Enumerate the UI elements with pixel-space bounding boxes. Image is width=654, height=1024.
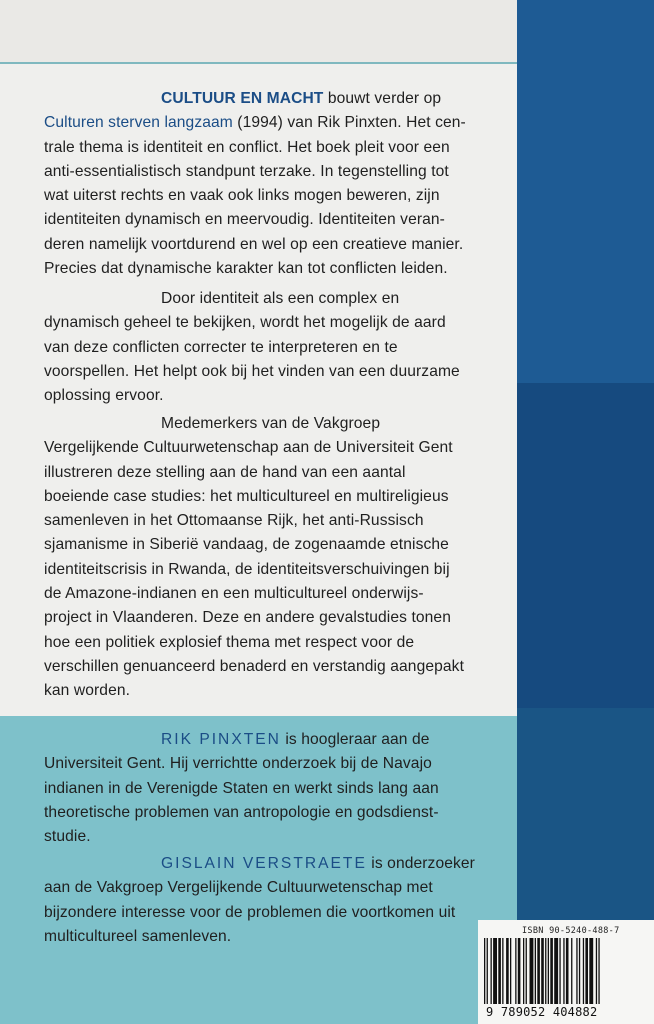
line-text: sjamanisme in Siberië vandaag, de zogenaamde etnische bbox=[44, 536, 449, 554]
line-text: (1994) van Rik Pinxten. Het cen- bbox=[232, 114, 466, 132]
text-line bbox=[44, 631, 484, 655]
barcode-bar bbox=[518, 938, 521, 1004]
barcode-bar bbox=[566, 938, 569, 1004]
text-line bbox=[44, 852, 484, 876]
text-line bbox=[44, 925, 484, 949]
line-text: hoe een politiek explosief thema met respect voor de bbox=[44, 633, 415, 651]
barcode-bar bbox=[585, 938, 588, 1004]
line-text: studie. bbox=[44, 828, 91, 846]
barcode-bar bbox=[535, 938, 536, 1004]
line-text: voorspellen. Het helpt ook bij het vinden van een duurzame bbox=[44, 362, 460, 380]
text-line bbox=[44, 287, 484, 311]
barcode-bar bbox=[579, 938, 580, 1004]
text-line bbox=[44, 752, 484, 776]
text-line bbox=[44, 160, 484, 184]
barcode-bar bbox=[484, 938, 485, 1004]
barcode bbox=[478, 920, 654, 1024]
line-text: boeiende case studies: het multicultureel en multireligieus bbox=[44, 487, 449, 505]
description-paragraph-2 bbox=[44, 287, 484, 408]
emphasis-text: Culturen sterven langzaam bbox=[44, 114, 233, 132]
line-text: Universiteit Gent. Hij verrichtte onderzoek bij de Navajo bbox=[44, 755, 432, 773]
emphasis-text: RIK PINXTEN bbox=[161, 731, 281, 748]
emphasis-text: CULTUUR EN MACHT bbox=[161, 90, 324, 107]
barcode-bar bbox=[498, 938, 501, 1004]
barcode-bar bbox=[571, 938, 572, 1004]
author-bio-verstraete bbox=[44, 852, 484, 949]
line-text: bouwt verder op bbox=[323, 90, 442, 107]
line-text: illustreren deze stelling aan de hand van een aantal bbox=[44, 463, 406, 481]
text-line bbox=[44, 679, 484, 703]
line-text: wat uiterst rechts en vaak ook links mogen beweren, zijn bbox=[44, 187, 440, 205]
line-text: kan worden. bbox=[44, 682, 131, 700]
text-line bbox=[44, 184, 484, 208]
barcode-bar bbox=[596, 938, 597, 1004]
emphasis-text: GISLAIN VERSTRAETE bbox=[161, 855, 367, 872]
line-text: Medemerkers van de Vakgroep bbox=[161, 415, 381, 432]
line-text: deren namelijk voortdurend en wel op een creatieve manier. bbox=[44, 235, 464, 253]
line-text: verschillen genuanceerd benaderd en verstandig aangepakt bbox=[44, 657, 464, 675]
text-line bbox=[44, 336, 484, 360]
line-text: trale thema is identiteit en conflict. Het boek pleit voor een bbox=[44, 138, 450, 156]
barcode-bar bbox=[583, 938, 584, 1004]
barcode-bar bbox=[487, 938, 488, 1004]
barcode-bar bbox=[523, 938, 524, 1004]
barcode-bar bbox=[510, 938, 511, 1004]
text-line bbox=[44, 208, 484, 232]
line-text: Vergelijkende Cultuurwetenschap aan de Universiteit Gent bbox=[44, 439, 453, 457]
text-line bbox=[44, 412, 484, 436]
text-line bbox=[44, 257, 484, 281]
text-line bbox=[44, 87, 484, 111]
line-text: theoretische problemen van antropologie en godsdienst- bbox=[44, 803, 439, 821]
barcode-bar bbox=[502, 938, 503, 1004]
text-line bbox=[44, 558, 484, 582]
text-line bbox=[44, 233, 484, 257]
barcode-bar bbox=[554, 938, 558, 1004]
barcode-bar bbox=[515, 938, 516, 1004]
isbn-label: ISBN 90-5240-488-7 bbox=[522, 926, 620, 936]
text-line bbox=[44, 533, 484, 557]
line-text: is hoogleraar aan de bbox=[280, 731, 430, 748]
text-line bbox=[44, 509, 484, 533]
author-bio-pinxten bbox=[44, 728, 484, 849]
barcode-bar bbox=[550, 938, 553, 1004]
barcode-digits: 9 789052 404882 bbox=[486, 1005, 598, 1019]
barcode-bar bbox=[559, 938, 560, 1004]
barcode-bar bbox=[545, 938, 546, 1004]
line-text: oplossing ervoor. bbox=[44, 387, 164, 405]
text-line bbox=[44, 777, 484, 801]
line-text: de Amazone-indianen en een multicultureel onderwijs- bbox=[44, 585, 424, 603]
line-text: aan de Vakgroep Vergelijkende Cultuurwetenschap met bbox=[44, 879, 433, 897]
line-text: is onderzoeker bbox=[366, 855, 475, 872]
barcode-bar bbox=[541, 938, 544, 1004]
line-text: Door identiteit als een complex en bbox=[161, 290, 400, 307]
line-text: identiteitscrisis in Rwanda, de identiteitsverschuivingen bij bbox=[44, 560, 450, 578]
text-line bbox=[44, 111, 484, 135]
text-line bbox=[44, 485, 484, 509]
barcode-bar bbox=[526, 938, 527, 1004]
text-line bbox=[44, 311, 484, 335]
dark-blue-band-middle bbox=[517, 383, 654, 708]
barcode-bar bbox=[548, 938, 549, 1004]
description-paragraph-3 bbox=[44, 412, 484, 704]
line-text: samenleven in het Ottomaanse Rijk, het anti-Russisch bbox=[44, 512, 424, 530]
dark-blue-band-top bbox=[517, 0, 654, 383]
line-text: bijzondere interesse voor de problemen die voortkomen uit bbox=[44, 903, 456, 921]
text-line bbox=[44, 825, 484, 849]
barcode-bar bbox=[491, 938, 492, 1004]
text-line bbox=[44, 360, 484, 384]
text-line bbox=[44, 436, 484, 460]
barcode-bar bbox=[537, 938, 540, 1004]
line-text: dynamisch geheel te bekijken, wordt het mogelijk de aard bbox=[44, 314, 446, 332]
barcode-bar bbox=[589, 938, 593, 1004]
line-text: van deze conflicten correcter te interpreteren en te bbox=[44, 338, 398, 356]
line-text: project in Vlaanderen. Deze en andere gevalstudies tonen bbox=[44, 609, 451, 627]
barcode-bar bbox=[563, 938, 564, 1004]
line-text: identiteiten dynamisch en meervoudig. Identiteiten veran- bbox=[44, 211, 445, 229]
text-line bbox=[44, 606, 484, 630]
barcode-bar bbox=[530, 938, 534, 1004]
description-paragraph-1 bbox=[44, 87, 484, 281]
barcode-bar bbox=[576, 938, 577, 1004]
text-line bbox=[44, 136, 484, 160]
line-text: multicultureel samenleven. bbox=[44, 927, 232, 945]
text-line bbox=[44, 582, 484, 606]
text-line bbox=[44, 384, 484, 408]
text-line bbox=[44, 901, 484, 925]
line-text: Precies dat dynamische karakter kan tot conflicten leiden. bbox=[44, 260, 448, 278]
barcode-bar bbox=[506, 938, 509, 1004]
line-text: indianen in de Verenigde Staten en werkt sinds lang aan bbox=[44, 779, 439, 797]
text-line bbox=[44, 728, 484, 752]
barcode-bar bbox=[493, 938, 497, 1004]
barcode-bars bbox=[482, 938, 650, 1004]
text-line bbox=[44, 801, 484, 825]
text-line bbox=[44, 461, 484, 485]
text-line bbox=[44, 876, 484, 900]
line-text: anti-essentialistisch standpunt terzake. In tegenstelling tot bbox=[44, 162, 449, 180]
barcode-bar bbox=[598, 938, 599, 1004]
text-line bbox=[44, 655, 484, 679]
